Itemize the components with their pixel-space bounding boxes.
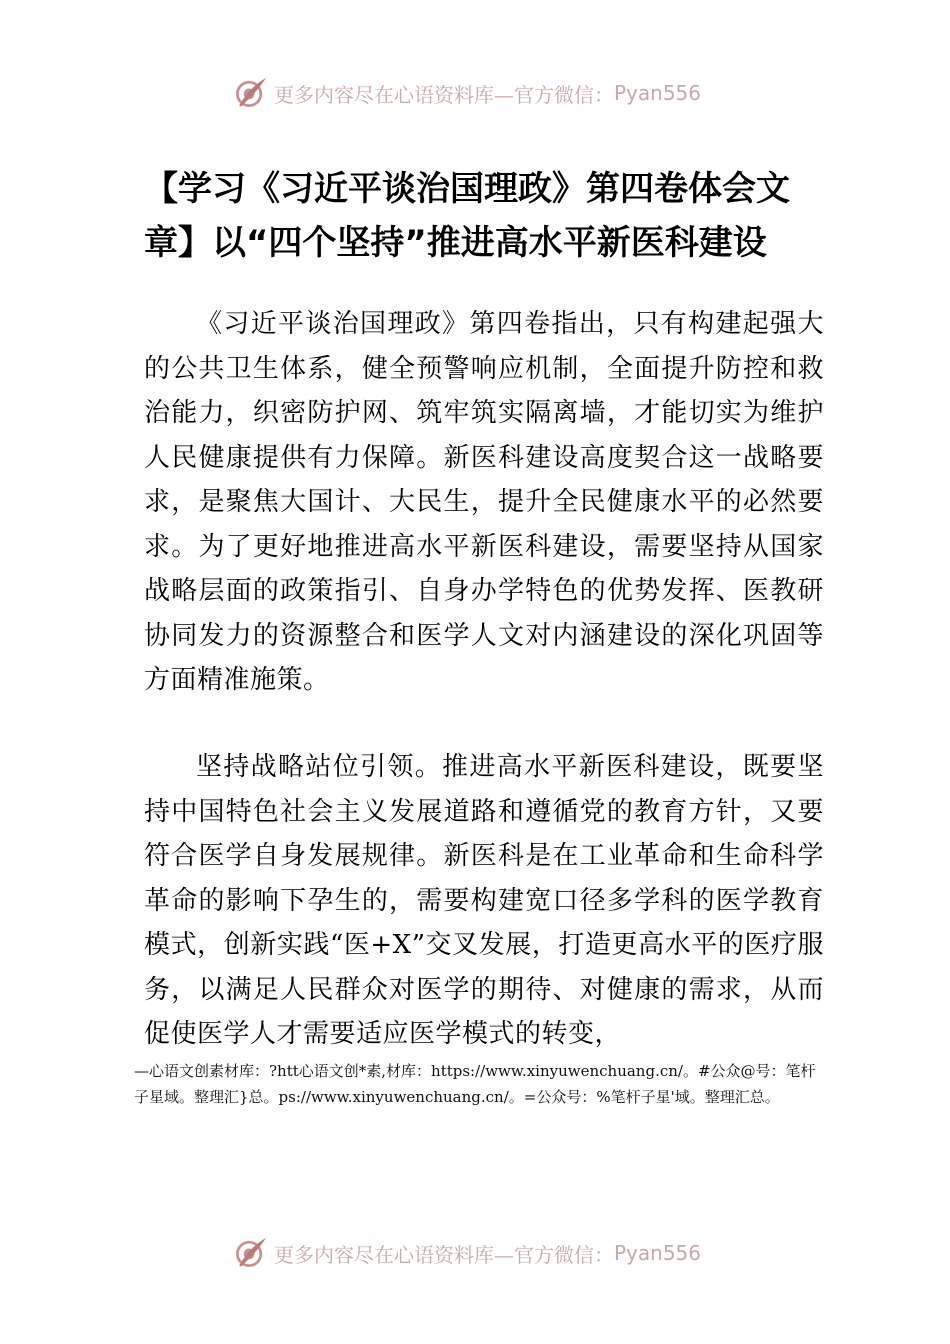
quill-logo-icon [232,75,268,111]
source-footnote: —心语文创素材库：?htt心语文创*素,材库：https://www.xinyuwenchuang.cn/。#公众@号：笔杆子星域。整理汇}总。ps://www.xinyuwenchuang.cn/。=公众号：%笔杆子星'域。整理汇总。 [134,1062,816,1106]
footer-banner [232,1232,701,1274]
banner-text: 更多内容尽在心语资料库—官方微信： [274,82,614,107]
quill-logo-icon [232,1235,268,1271]
article-title: 【学习《习近平谈治国理政》第四卷体会文章】以“四个坚持”推进高水平新医科建设 [144,169,790,263]
wechat-id: Pyan556 [614,1241,702,1265]
wechat-id: Pyan556 [614,81,702,105]
banner-text: 更多内容尽在心语资料库—官方微信： [274,1242,614,1267]
paragraph-intro: 《习近平谈治国理政》第四卷指出，只有构建起强大的公共卫生体系，健全预警响应机制，全面提升防控和救治能力，织密防护网、筑牢筑实隔离墙，才能切实为维护人民健康提供有力保障。新医科建设高度契合这一战略要求，是聚焦大国计、大民生，提升全民健康水平的必然要求。为了更好地推进高水平新医科建设，需要坚持从国家战略层面的政策指引、自身办学特色的优势发挥、医教研协同发力的资源整合和医学人文对内涵建设的深化巩固等方面精准施策。 [144,309,824,695]
header-banner [232,72,701,114]
paragraph-strategy: 坚持战略站位引领。推进高水平新医科建设，既要坚持中国特色社会主义发展道路和遵循党的教育方针，又要符合医学自身发展规律。新医科是在工业革命和生命科学革命的影响下孕生的，需要构建宽口径多学科的医学教育模式，创新实践“医+X”交叉发展，打造更高水平的医疗服务，以满足人民群众对医学的期待、对健康的需求，从而促使医学人才需要适应医学模式的转变， [144,752,824,1049]
